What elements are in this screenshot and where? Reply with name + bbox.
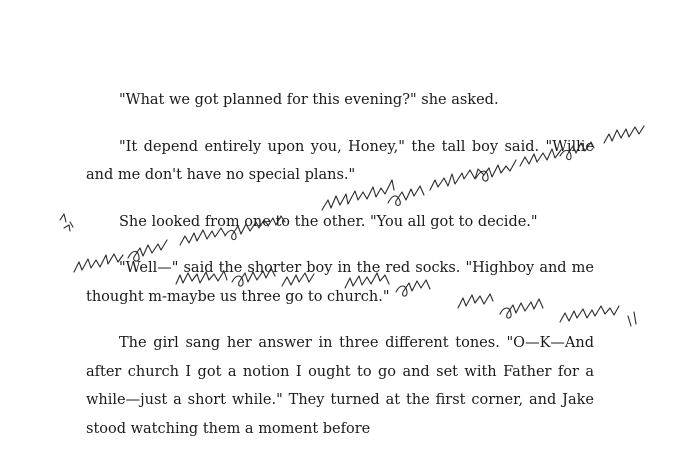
body-text <box>86 86 594 461</box>
paragraph-1: "What we got planned for this evening?" she asked. <box>119 92 499 108</box>
paragraph-5: The girl sang her answer in three different tones. "O—K—And after church I got a notion I ought to go and set with Father for a while—just a short while." They turned at the first corner, and Jake stood watching them a moment before <box>86 335 594 437</box>
paragraph-3: She looked from one to the other. "You all got to decide." <box>119 213 538 230</box>
paragraph-2: "It depend entirely upon you, Honey," the tall boy said. "Willie and me don't have no special plans." <box>86 138 594 183</box>
paragraph-4: "Well—" said the shorter boy in the red socks. "Highboy and me thought m-maybe us three go to church." <box>86 260 594 305</box>
